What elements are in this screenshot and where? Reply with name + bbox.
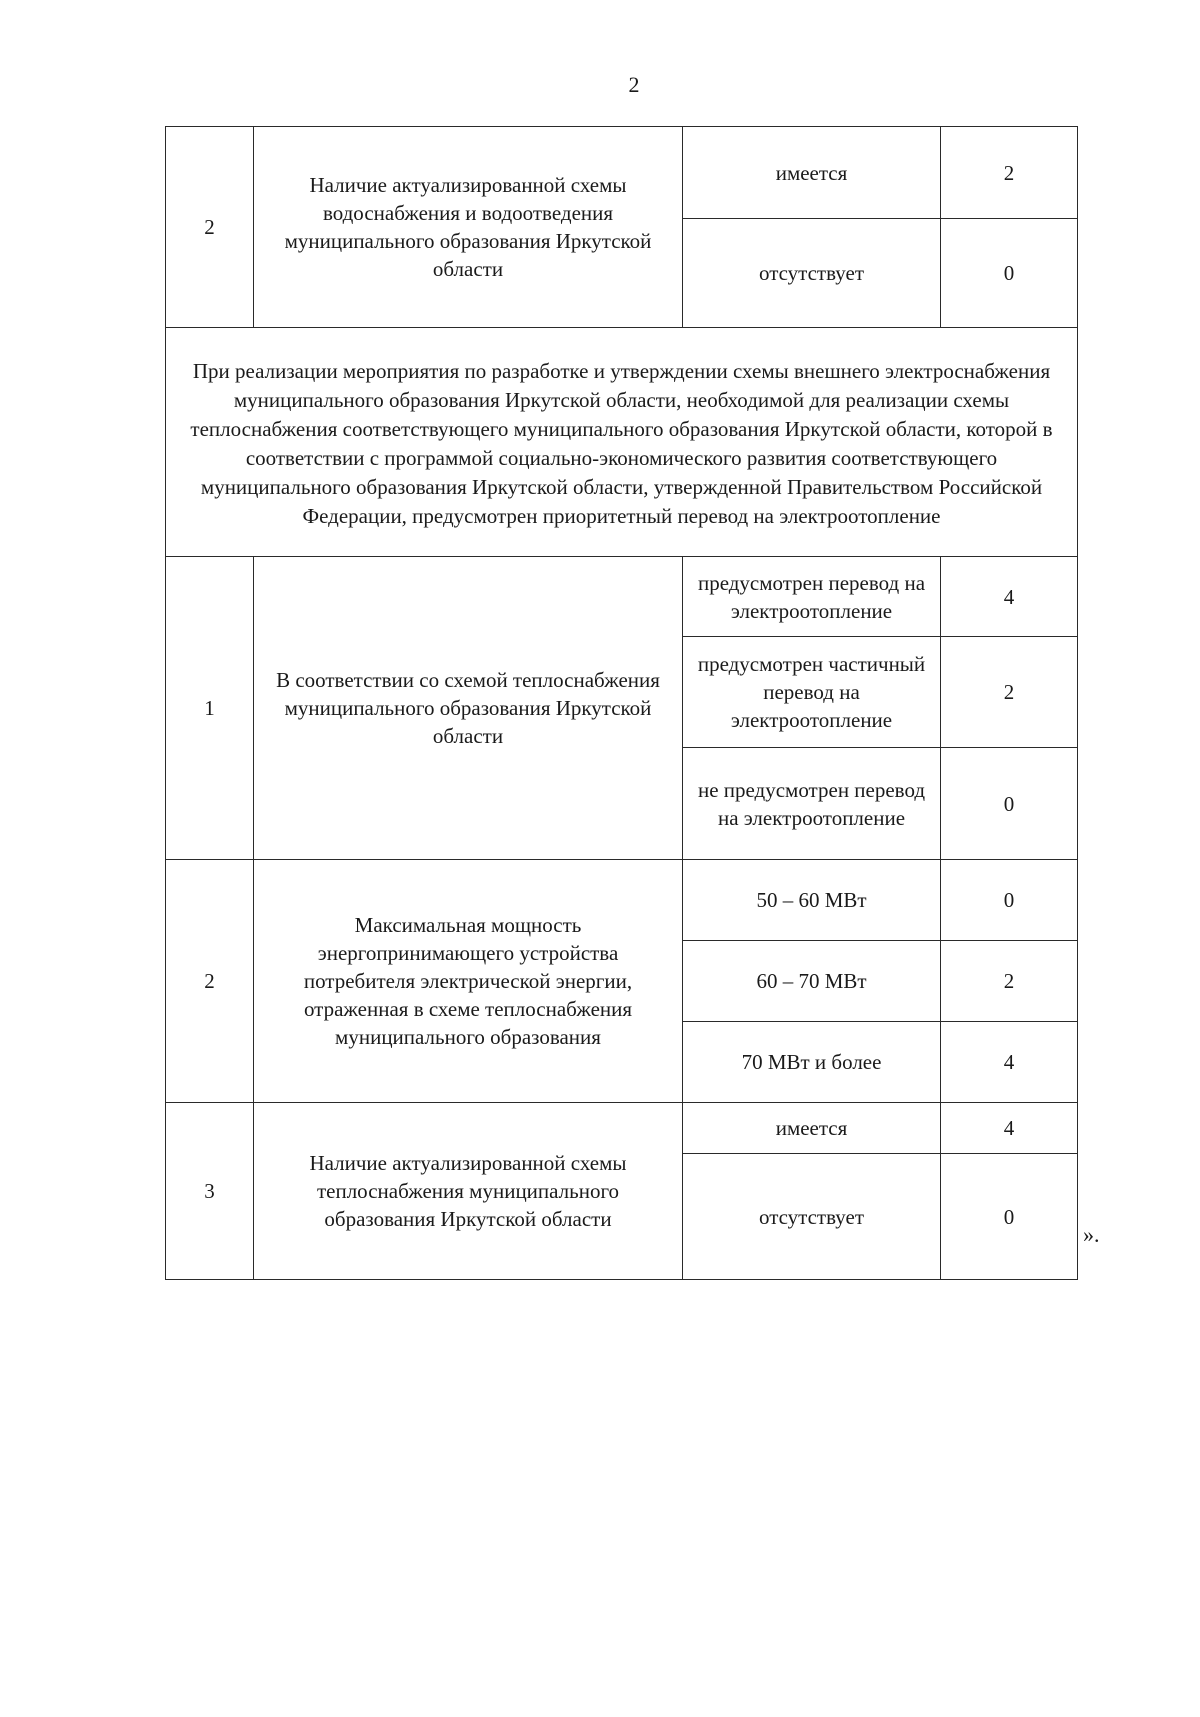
page-number: 2 bbox=[628, 72, 640, 97]
table-row bbox=[166, 127, 1078, 219]
closing-quote-mark: ». bbox=[1083, 1222, 1100, 1247]
criterion-cell: Максимальная мощность энергопринимающего устройства потребителя электрической энергии, отраженная в схеме теплоснабжения муниципального образования bbox=[254, 860, 683, 1103]
score-cell: 2 bbox=[941, 941, 1078, 1022]
option-cell: отсутствует bbox=[683, 219, 941, 328]
score-cell: 0 bbox=[941, 748, 1078, 860]
score-cell: 0 bbox=[941, 1154, 1078, 1280]
option-cell: 70 МВт и более bbox=[683, 1022, 941, 1103]
score-cell: 4 bbox=[941, 1022, 1078, 1103]
criteria-table bbox=[165, 126, 1078, 1280]
table-row bbox=[166, 557, 1078, 637]
score-cell: 4 bbox=[941, 557, 1078, 637]
option-cell: 60 – 70 МВт bbox=[683, 941, 941, 1022]
option-cell: отсутствует bbox=[683, 1154, 941, 1280]
row-number: 1 bbox=[166, 557, 254, 860]
option-cell: 50 – 60 МВт bbox=[683, 860, 941, 941]
score-cell: 4 bbox=[941, 1103, 1078, 1154]
table-row bbox=[166, 1103, 1078, 1154]
option-cell: имеется bbox=[683, 1103, 941, 1154]
section-heading: При реализации мероприятия по разработке и утверждении схемы внешнего электроснабжения муниципального образования Иркутской области, необходимой для реализации схемы теплоснабжения соответствующего муниципального образования Иркутской области, которой в соответствии с программой социально-экономического развития соответствующего муниципального образования Иркутской области, утвержденной Правительством Российской Федерации, предусмотрен приоритетный перевод на электроотопление bbox=[166, 328, 1078, 557]
score-cell: 2 bbox=[941, 127, 1078, 219]
criterion-cell: Наличие актуализированной схемы водоснабжения и водоотведения муниципального образования Иркутской области bbox=[254, 127, 683, 328]
row-number: 3 bbox=[166, 1103, 254, 1280]
table-row bbox=[166, 860, 1078, 941]
row-number: 2 bbox=[166, 127, 254, 328]
option-cell: имеется bbox=[683, 127, 941, 219]
option-cell: предусмотрен частичный перевод на электроотопление bbox=[683, 637, 941, 748]
option-cell: не предусмотрен перевод на электроотопление bbox=[683, 748, 941, 860]
criterion-cell: Наличие актуализированной схемы теплоснабжения муниципального образования Иркутской области bbox=[254, 1103, 683, 1280]
section-heading-row bbox=[166, 328, 1078, 557]
criterion-cell: В соответствии со схемой теплоснабжения муниципального образования Иркутской области bbox=[254, 557, 683, 860]
score-cell: 2 bbox=[941, 637, 1078, 748]
option-cell: предусмотрен перевод на электроотопление bbox=[683, 557, 941, 637]
row-number: 2 bbox=[166, 860, 254, 1103]
score-cell: 0 bbox=[941, 860, 1078, 941]
score-cell: 0 bbox=[941, 219, 1078, 328]
